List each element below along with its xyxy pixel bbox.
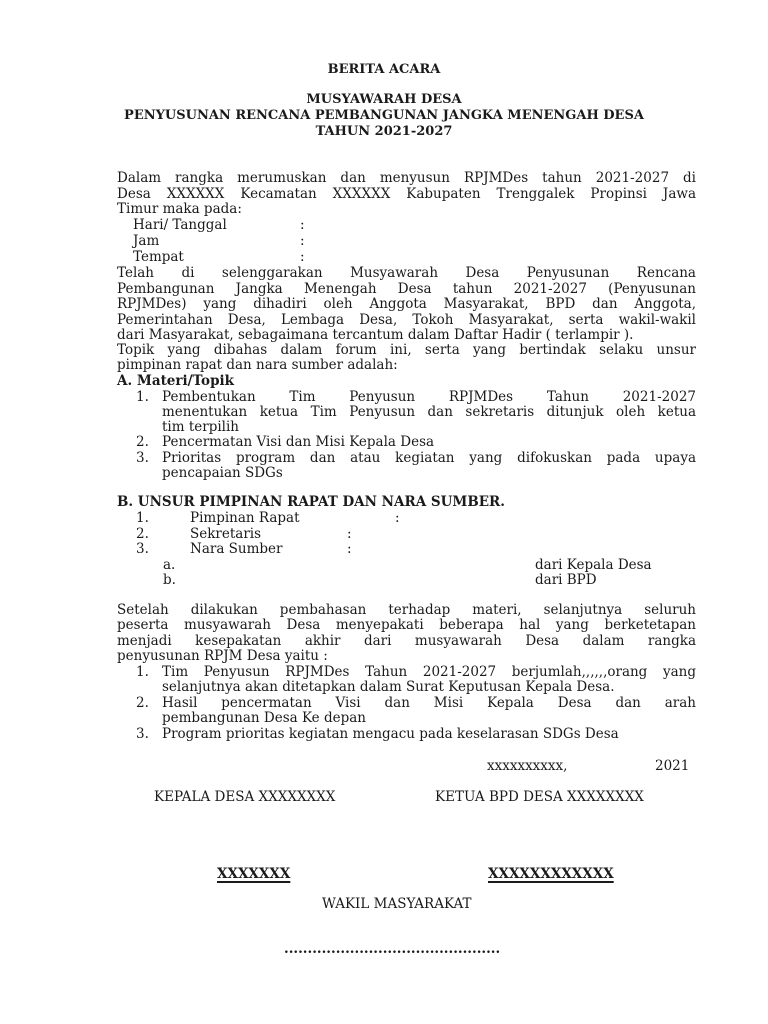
- list-item: Tim Penyusun RPJMDes Tahun 2021-2027 berjumlah,,,,,,orang yang: [162, 664, 696, 680]
- body-line: dari Masyarakat, sebagaimana tercantum dalam Daftar Hadir ( terlampir ).: [117, 327, 634, 343]
- list-item: selanjutnya akan ditetapkan dalam Surat Keputusan Kepala Desa.: [162, 679, 615, 695]
- field-colon: :: [300, 249, 305, 265]
- field-jam-label: Jam: [133, 233, 160, 249]
- body-line: penyusunan RPJM Desa yaitu :: [117, 648, 328, 664]
- list-item: Pencermatan Visi dan Misi Kepala Desa: [162, 434, 435, 450]
- section-a-heading: A. Materi/Topik: [117, 373, 234, 389]
- list-item: Hasil pencermatan Visi dan Misi Kepala Desa dan arah: [162, 695, 696, 711]
- doc-title: BERITA ACARA: [327, 62, 441, 77]
- body-line: Pemerintahan Desa, Lembaga Desa, Tokoh Masyarakat, serta wakil-wakil: [117, 312, 696, 328]
- list-item: pencapaian SDGs: [162, 465, 283, 481]
- signature-left-title: KEPALA DESA XXXXXXXX: [154, 789, 336, 805]
- list-number: 1.: [136, 510, 149, 526]
- body-line: Pembangunan Jangka Menengah Desa tahun 2021-2027 (Penyusunan: [117, 281, 696, 297]
- list-number: 3.: [136, 541, 149, 557]
- list-item: Program prioritas kegiatan mengacu pada keselarasan SDGs Desa: [162, 726, 619, 742]
- signature-wakil-title: WAKIL MASYARAKAT: [322, 896, 472, 912]
- list-number: 3.: [136, 450, 149, 466]
- body-line: RPJMDes) yang dihadiri oleh Anggota Masyarakat, BPD dan Anggota,: [117, 296, 696, 312]
- body-line: Telah di selenggarakan Musyawarah Desa Penyusunan Rencana: [117, 265, 696, 281]
- field-colon: :: [300, 217, 305, 233]
- signature-right-name: XXXXXXXXXXXX: [488, 866, 614, 882]
- role-pimpinan-label: Pimpinan Rapat: [190, 510, 300, 526]
- list-number: 1.: [136, 389, 149, 405]
- sub-item-source: dari Kepala Desa: [535, 557, 652, 573]
- body-line: Setelah dilakukan pembahasan terhadap materi, selanjutnya seluruh: [117, 602, 696, 618]
- role-narasumber-label: Nara Sumber: [190, 541, 283, 557]
- intro-line: Timur maka pada:: [117, 201, 242, 217]
- list-number: 3.: [136, 726, 149, 742]
- section-b-heading: B. UNSUR PIMPINAN RAPAT DAN NARA SUMBER.: [117, 494, 505, 510]
- body-line: menjadi kesepakatan akhir dari musyawarah Desa dalam rangka: [117, 633, 696, 649]
- list-number: 2.: [136, 695, 149, 711]
- list-item: tim terpilih: [162, 419, 239, 435]
- list-item: menentukan ketua Tim Penyusun dan sekretaris ditunjuk oleh ketua: [162, 404, 696, 420]
- signature-right-title: KETUA BPD DESA XXXXXXXX: [435, 789, 644, 805]
- field-colon: :: [300, 233, 305, 249]
- list-number: 2.: [136, 526, 149, 542]
- doc-subtitle-2: PENYUSUNAN RENCANA PEMBANGUNAN JANGKA MENENGAH DESA: [124, 108, 644, 123]
- field-colon: :: [395, 510, 400, 526]
- field-tempat-label: Tempat: [133, 249, 184, 265]
- field-hari-label: Hari/ Tanggal: [133, 217, 227, 233]
- doc-subtitle-3: TAHUN 2021-2027: [315, 124, 453, 139]
- field-colon: :: [347, 526, 352, 542]
- signature-wakil-line: ..............................................: [284, 941, 501, 957]
- signature-left-name: XXXXXXX: [217, 866, 291, 882]
- list-number: 1.: [136, 664, 149, 680]
- doc-subtitle: MUSYAWARAH DESA: [306, 92, 462, 107]
- list-item: Prioritas program dan atau kegiatan yang difokuskan pada upaya: [162, 450, 696, 466]
- sub-item-letter: b.: [163, 572, 176, 588]
- intro-line: Dalam rangka merumuskan dan menyusun RPJMDes tahun 2021-2027 di: [117, 170, 696, 186]
- signature-place: xxxxxxxxxx,: [487, 758, 568, 774]
- list-item: Pembentukan Tim Penyusun RPJMDes Tahun 2021-2027: [162, 389, 696, 405]
- role-sekretaris-label: Sekretaris: [190, 526, 262, 542]
- sub-item-letter: a.: [163, 557, 176, 573]
- sub-item-source: dari BPD: [535, 572, 597, 588]
- intro-line: Desa XXXXXX Kecamatan XXXXXX Kabupaten Trenggalek Propinsi Jawa: [117, 186, 696, 202]
- body-line: Topik yang dibahas dalam forum ini, serta yang bertindak selaku unsur: [117, 342, 696, 358]
- body-line: peserta musyawarah Desa menyepakati beberapa hal yang berketetapan: [117, 617, 696, 633]
- body-line: pimpinan rapat dan nara sumber adalah:: [117, 357, 398, 373]
- list-number: 2.: [136, 434, 149, 450]
- list-item: pembangunan Desa Ke depan: [162, 710, 366, 726]
- signature-year: 2021: [655, 758, 690, 774]
- field-colon: :: [347, 541, 352, 557]
